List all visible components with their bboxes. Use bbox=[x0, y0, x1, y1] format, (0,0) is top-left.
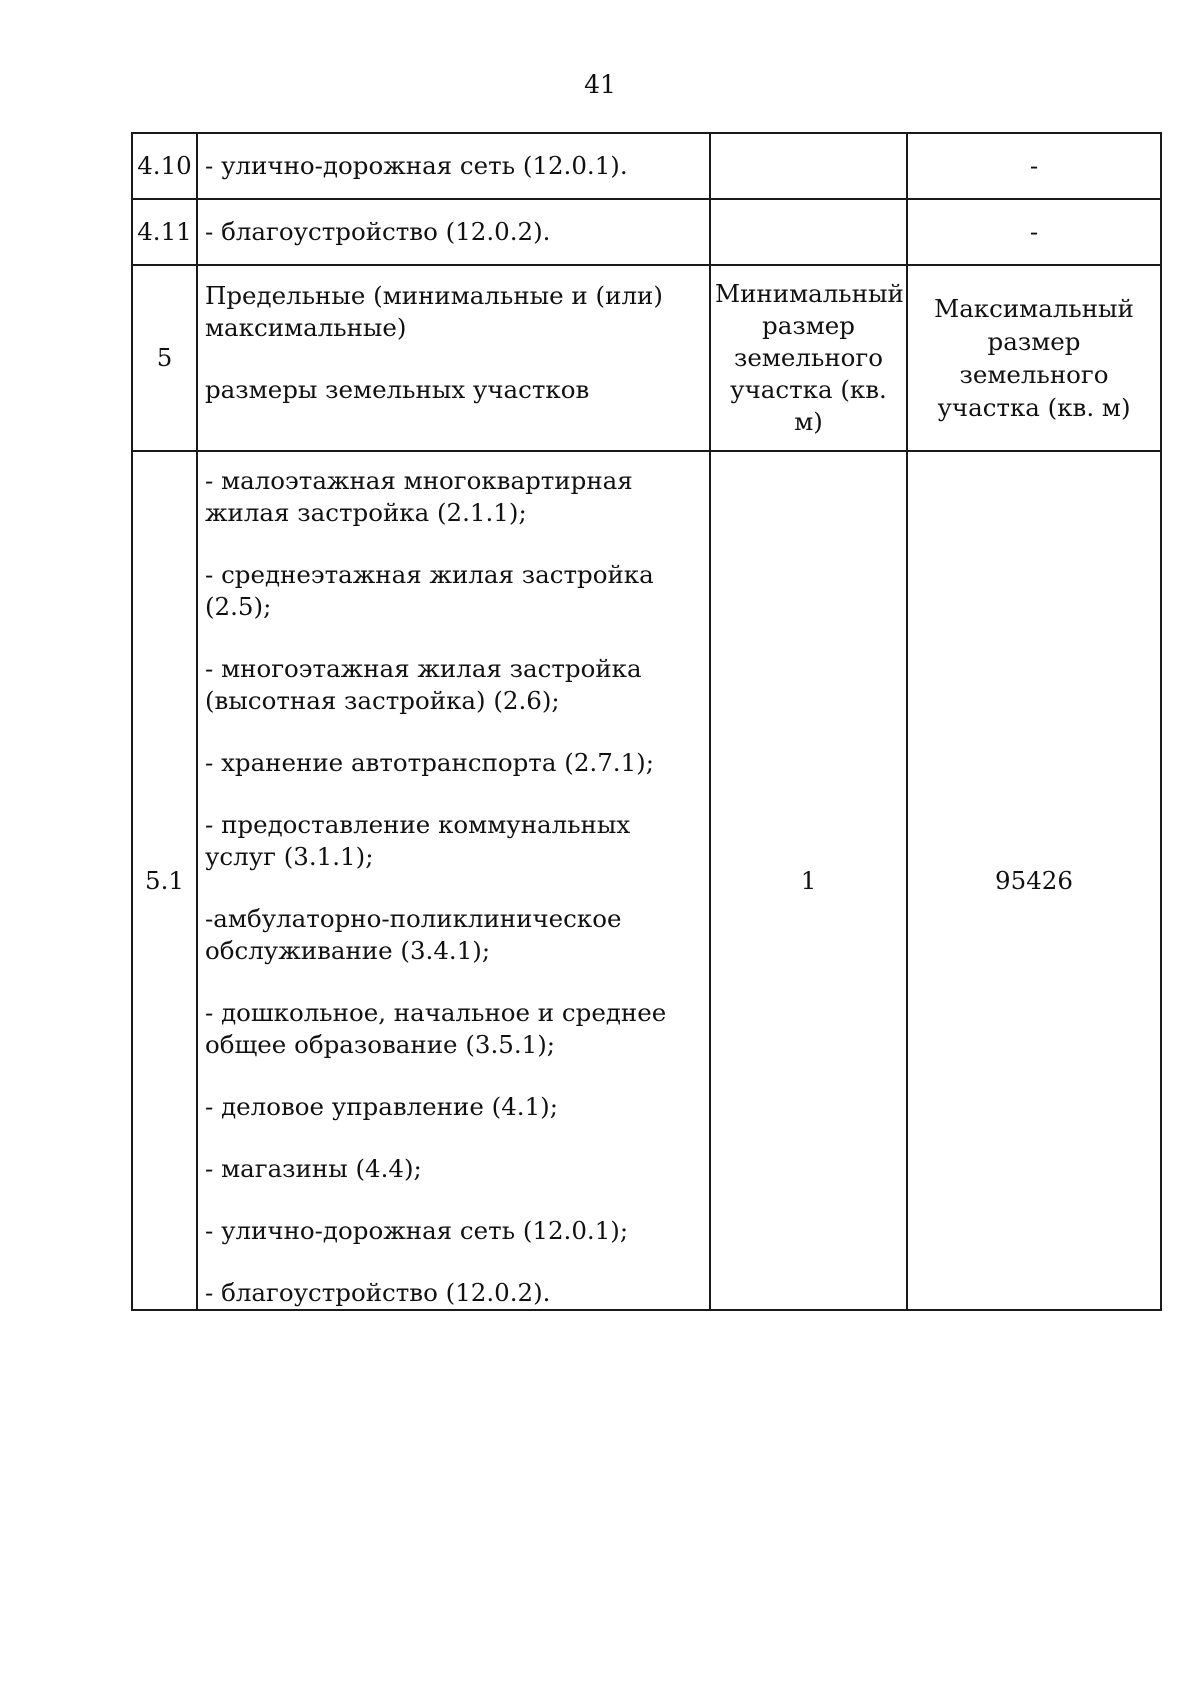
list-item: - магазины (4.4); bbox=[205, 1154, 422, 1183]
max-size-header: Максимальный размер земельного участка (кв. м) bbox=[907, 265, 1161, 451]
row-max-value: - bbox=[907, 133, 1161, 199]
row-min-value bbox=[710, 133, 907, 199]
section-number: 5 bbox=[132, 265, 197, 451]
permitted-uses-list bbox=[197, 451, 710, 1310]
row-min-value bbox=[710, 199, 907, 265]
row-name: - улично-дорожная сеть (12.0.1). bbox=[197, 133, 710, 199]
table-row-4-11 bbox=[132, 199, 1161, 265]
table-row-4-10 bbox=[132, 133, 1161, 199]
list-item: - улично-дорожная сеть (12.0.1); bbox=[205, 1216, 629, 1245]
row-max-value: - bbox=[907, 199, 1161, 265]
table-row-5 bbox=[132, 265, 1161, 451]
list-item: - среднеэтажная жилая застройка (2.5); bbox=[205, 560, 654, 621]
land-use-table bbox=[131, 132, 1162, 1311]
row-number: 4.11 bbox=[132, 199, 197, 265]
list-item: - малоэтажная многоквартирная жилая застройка (2.1.1); bbox=[205, 466, 633, 527]
min-size-header: Минимальный размер земельного участка (кв. м) bbox=[710, 265, 907, 451]
section-heading-line-1: Предельные (минимальные и (или) максимальные) bbox=[205, 281, 663, 342]
list-item: - хранение автотранспорта (2.7.1); bbox=[205, 748, 654, 777]
section-heading-line-2: размеры земельных участков bbox=[205, 375, 590, 404]
list-item: - деловое управление (4.1); bbox=[205, 1092, 558, 1121]
list-item: -амбулаторно-поликлиническое обслуживание (3.4.1); bbox=[205, 904, 622, 965]
row-name: - благоустройство (12.0.2). bbox=[197, 199, 710, 265]
max-size-value: 95426 bbox=[907, 451, 1161, 1310]
row-number: 4.10 bbox=[132, 133, 197, 199]
table-row-5-1 bbox=[132, 451, 1161, 1310]
list-item: - благоустройство (12.0.2). bbox=[205, 1278, 551, 1307]
page-number: 41 bbox=[584, 70, 616, 99]
list-item: - многоэтажная жилая застройка (высотная застройка) (2.6); bbox=[205, 654, 642, 715]
section-heading bbox=[197, 265, 710, 451]
row-number: 5.1 bbox=[132, 451, 197, 1310]
min-size-value: 1 bbox=[710, 451, 907, 1310]
list-item: - предоставление коммунальных услуг (3.1.1); bbox=[205, 810, 631, 871]
list-item: - дошкольное, начальное и среднее общее образование (3.5.1); bbox=[205, 998, 667, 1059]
